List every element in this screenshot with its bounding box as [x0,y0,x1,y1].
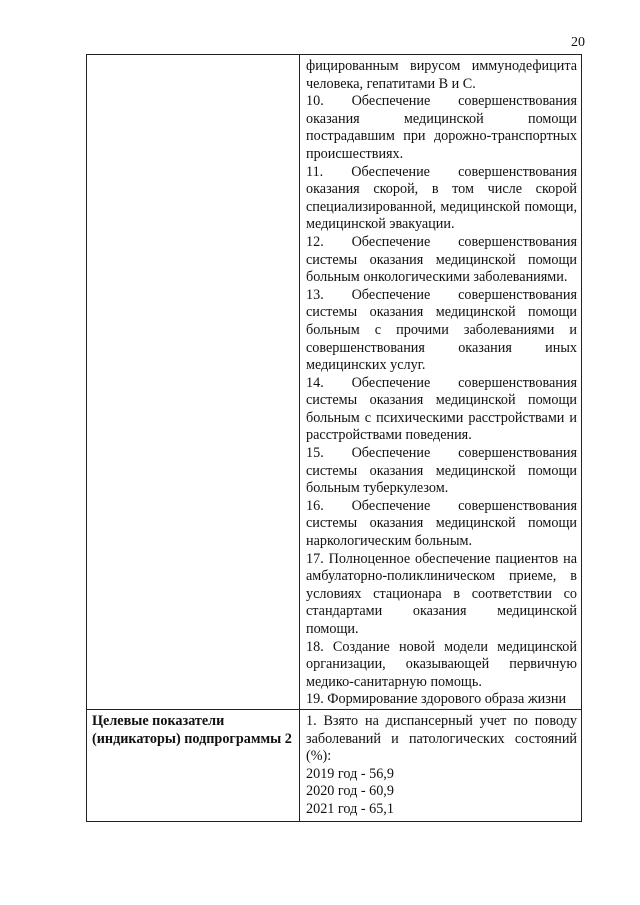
list-item: 14. Обеспечение совершенствования системы оказания медицинской помощи больным с психическими расстройствами и расстройствами поведения. [306,374,577,444]
indicator-year-value: 2020 год - 60,9 [306,783,394,800]
list-item: 19. Формирование здорового образа жизни [306,691,567,708]
page-number: 20 [571,35,585,50]
list-item: 17. Полноценное обеспечение пациентов на амбулаторно-поликлиническом приеме, в условиях стационара в соответствии со стандартами оказания медицинской помощи. [306,550,577,637]
indicators-label-cell [87,709,300,821]
indicators-list [300,710,581,821]
list-item: 10. Обеспечение совершенствования оказания медицинской помощи пострадавшим при дорожно-транспортных происшествиях. [306,93,577,162]
list-item: 18. Создание новой модели медицинской организации, оказывающей первичную медико-санитарную помощь. [306,638,577,690]
indicator-year-value: 2021 год - 65,1 [306,800,394,817]
table-row [87,709,582,821]
indicators-label: Целевые показатели (индикаторы) подпрограммы 2 [92,712,292,747]
indicator-title: 1. Взято на диспансерный учет по поводу заболеваний и патологических состояний (%): [306,712,577,765]
tasks-list [300,55,581,709]
indicators-cell [300,709,582,821]
list-item: 15. Обеспечение совершенствования системы оказания медицинской помощи больным туберкулезом. [306,445,577,497]
list-item: 16. Обеспечение совершенствования системы оказания медицинской помощи наркологическим больным. [306,497,577,550]
tasks-cell [300,55,582,710]
list-item: фицированным вирусом иммунодефицита человека, гепатитами В и С. [306,58,577,92]
table-row [87,55,582,710]
program-table [86,54,582,822]
indicator-year-value: 2019 год - 56,9 [306,765,394,782]
list-item: 13. Обеспечение совершенствования системы оказания медицинской помощи больным с прочими заболеваниями и совершенствования оказания иных медицинских услуг. [306,286,577,374]
list-item: 12. Обеспечение совершенствования системы оказания медицинской помощи больным онкологическими заболеваниями. [306,233,577,286]
empty-label-cell [87,55,300,710]
list-item: 11. Обеспечение совершенствования оказания скорой, в том числе скорой специализированной, медицинской помощи, медицинской эвакуации. [306,163,577,233]
